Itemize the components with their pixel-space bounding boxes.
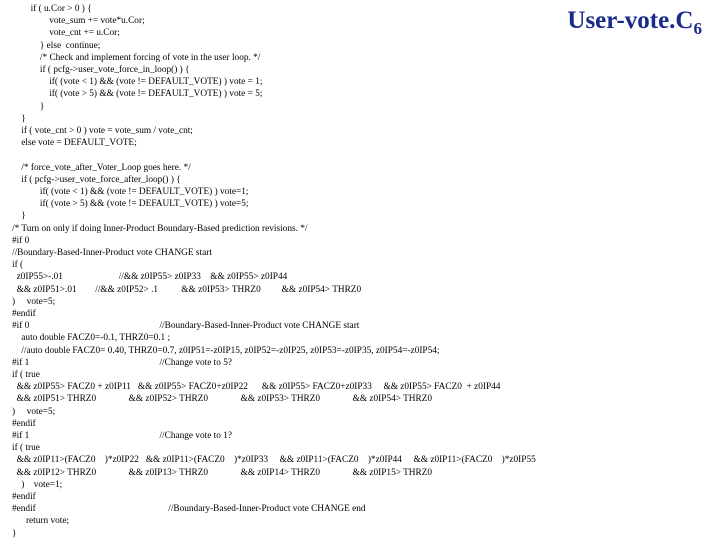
code-line: } [12,528,17,539]
code-line: auto double FACZ0=-0.1, THRZ0=0.1 ; [12,333,171,344]
code-line: #endif [12,309,36,319]
code-line: vote_cnt += u.Cor; [12,28,120,39]
code-line: z0IP55>-.01 //&& z0IP55> z0IP33 && z0IP55> z0IP44 [12,272,288,283]
code-line: else vote = DEFAULT_VOTE; [12,138,137,149]
code-line: } [12,101,45,112]
code-line: if ( true [12,370,40,380]
code-line: ) vote=5; [12,296,56,307]
code-line: /* Turn on only if doing Inner-Product Boundary-Based prediction revisions. */ [12,223,308,234]
code-line: ) vote=1; [12,479,63,490]
code-line: && z0IP12> THRZ0 && z0IP13> THRZ0 && z0IP14> THRZ0 && z0IP15> THRZ0 [12,467,433,478]
code-line: //auto double FACZ0= 0.40, THRZ0=0.7, z0IP51=-z0IP15, z0IP52=-z0IP25, z0IP53=-z0IP35, z0IP54=-z0IP54; [12,345,440,356]
code-line: #endif //Boundary-Based-Inner-Product vote CHANGE end [12,504,366,515]
code-line: if( (vote > 5) && (vote != DEFAULT_VOTE) ) vote = 5; [12,89,263,100]
code-line: vote_sum += vote*u.Cor; [12,16,145,27]
code-line: //Boundary-Based-Inner-Product vote CHANGE start [12,248,212,258]
code-line: } [12,211,26,222]
code-line: /* force_vote_after_Voter_Loop goes here. */ [12,162,191,173]
code-line: if ( pcfg->user_vote_force_in_loop() ) { [12,65,190,75]
code-line: if ( u.Cor > 0 ) { [12,4,92,14]
slide-title [567,4,702,38]
code-line: return vote; [12,516,70,527]
code-line: /* Check and implement forcing of vote in the user loop. */ [12,52,261,63]
slide-title-subscript: 6 [693,19,702,38]
code-line: && z0IP51>.01 //&& z0IP52> .1 && z0IP53> THRZ0 && z0IP54> THRZ0 [12,284,362,295]
code-line: if( (vote < 1) && (vote != DEFAULT_VOTE) ) vote=1; [12,187,249,197]
code-line: } else continue; [12,40,101,51]
slide-title-main: User-vote.C [567,7,694,34]
code-line: #if 1 //Change vote to 5? [12,357,233,368]
code-line: if ( [12,260,24,271]
code-line: #if 0 [12,235,30,246]
code-line: ) vote=5; [12,406,56,417]
code-line: if ( true [12,443,40,454]
code-line: && z0IP11>(FACZ0 )*z0IP22 && z0IP11>(FACZ0 )*z0IP33 && z0IP11>(FACZ0 )*z0IP44 && z0IP11>(FACZ0 )*z0IP55 [12,455,536,466]
code-line: #endif [12,418,36,429]
code-line: #if 0 //Boundary-Based-Inner-Product vote CHANGE start [12,321,360,332]
code-line: if( (vote < 1) && (vote != DEFAULT_VOTE) ) vote = 1; [12,77,263,88]
code-line: if( (vote > 5) && (vote != DEFAULT_VOTE) ) vote=5; [12,199,249,210]
code-line: && z0IP55> FACZ0 + z0IP11 && z0IP55> FACZ0+z0IP22 && z0IP55> FACZ0+z0IP33 && z0IP55> FACZ0 + z0IP44 [12,382,501,393]
code-line: #if 1 //Change vote to 1? [12,431,233,441]
code-line: if ( pcfg->user_vote_force_after_loop() ) { [12,174,181,185]
code-line: #endif [12,492,36,502]
code-line: && z0IP51> THRZ0 && z0IP52> THRZ0 && z0IP53> THRZ0 && z0IP54> THRZ0 [12,394,433,405]
code-line: if ( vote_cnt > 0 ) vote = vote_sum / vote_cnt; [12,126,193,136]
code-line: } [12,113,26,124]
